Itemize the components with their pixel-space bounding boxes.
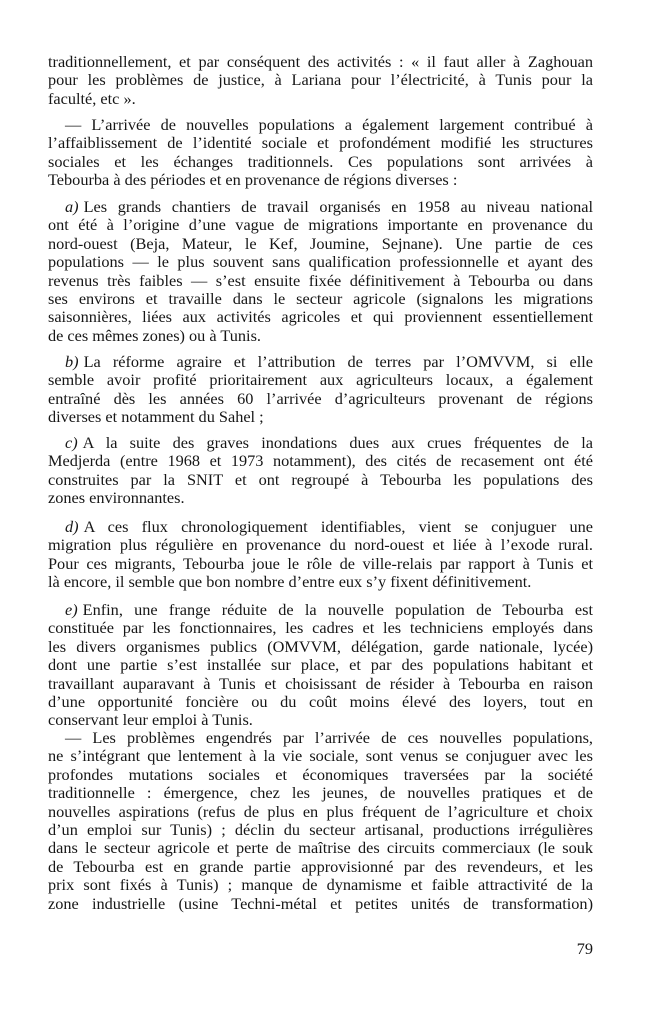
list-label: e) [65,600,78,619]
line-text: La réforme agraire et l’attribution de terres par l’OMVVM, si elle [83,352,593,371]
paragraph [48,198,593,345]
text-line: de Tebourba est en grande partie approvisionné par des revendeurs, et les [48,856,593,876]
text-line: semble avoir profité prioritairement aux agriculteurs locaux, a également [48,370,593,390]
text-line: entraîné dès les années 60 l’arrivée d’agriculteurs provenant de régions [48,388,593,408]
list-label: d) [65,517,79,536]
text-line: nouvelles aspirations (refus de plus en plus fréquent de l’agriculture et choix [48,801,593,821]
text-line: les divers organismes publics (OMVVM, délégation, garde nationale, lycée) [48,636,593,656]
text-line [48,518,593,536]
text-line [48,434,593,452]
text-line: sociales et les échanges traditionnels. Ces populations sont arrivées à [48,151,593,171]
text-line: migration plus régulière en provenance du nord-ouest et liée à l’exode rural. [48,535,593,555]
text-line [48,198,593,216]
paragraph [48,729,593,913]
paragraph [48,434,593,508]
text-line: nord-ouest (Beja, Mateur, le Kef, Joumine, Sejnane). Une partie de ces [48,233,593,253]
list-label: c) [65,433,78,452]
text-line: saisonnières, liées aux activités agricoles et qui proviennent essentiellement [48,307,593,327]
line-text: A ces flux chronologiquement identifiables, vient se conjuguer une [83,517,593,536]
page-number: 79 [576,939,593,958]
text-line: — Les problèmes engendrés par l’arrivée de ces nouvelles populations, [65,728,593,747]
text-line: prix sont fixés à Tunis) ; manque de dynamisme et faible attractivité de la [48,875,593,895]
paragraph [48,53,593,108]
list-label: a) [65,197,79,216]
text-line: traditionnelle : émergence, chez les jeunes, de nouvelles pratiques et de [48,783,593,803]
text-line: dans le secteur agricole et perte de maîtrise des circuits commerciaux (le souk [48,838,593,858]
paragraph [48,116,593,190]
text-line: dont une partie s’est installée sur place, et par des populations habitant et [48,655,593,675]
text-line: ont été à l’origine d’une vague de migrations importante en provenance du [48,215,593,235]
text-line: ses environs et travaille dans le secteur agricole (signalons les migrations [48,288,593,308]
text-line: pour les problèmes de justice, à Lariana pour l’électricité, à Tunis pour la [48,70,593,90]
text-line: profondes mutations sociales et économiques traversées par la société [48,764,593,784]
text-line [48,353,593,371]
text-line: Medjerda (entre 1968 et 1973 notamment), des cités de recasement ont été [48,451,593,471]
paragraph [48,601,593,730]
text-line: conservant leur emploi à Tunis. [48,710,253,730]
text-line: populations — le plus souvent sans qualification professionnelle et ayant des [48,252,593,272]
text-line: là encore, il semble que bon nombre d’entre eux s’y fixent définitivement. [48,572,532,592]
text-line: — L’arrivée de nouvelles populations a également largement contribué à [65,115,593,134]
text-line: ne s’intégrant que lentement à la vie sociale, sont venus se conjuguer avec les [48,746,593,766]
line-text: Enfin, une frange réduite de la nouvelle population de Tebourba est [82,600,593,619]
text-line: zones environnantes. [48,488,185,508]
text-line: d’une opportunité foncière ou du coût moins élevé des loyers, tout en [48,691,593,711]
text-line: d’un emploi sur Tunis) ; déclin du secteur artisanal, productions irrégulières [48,819,593,839]
text-line: faculté, etc ». [48,88,136,108]
text-line [48,601,593,619]
text-line: l’affaiblissement de l’identité sociale et profondément modifié les structures [48,133,593,153]
text-line: travaillant auparavant à Tunis et choisissant de résider à Tebourba en raison [48,673,593,693]
text-line: revenus très faibles — s’est ensuite fixée définitivement à Tebourba ou dans [48,270,593,290]
text-line: Tebourba à des périodes et en provenance de régions diverses : [48,170,458,190]
text-line: Pour ces migrants, Tebourba joue le rôle de ville-relais par rapport à Tunis et [48,553,593,573]
list-label: b) [65,352,79,371]
text-line: traditionnellement, et par conséquent des activités : « il faut aller à Zaghouan [48,52,593,71]
line-text: Les grands chantiers de travail organisés en 1958 au niveau national [83,197,593,216]
text-line: constituée par les fonctionnaires, les cadres et les techniciens employés dans [48,618,593,638]
paragraph [48,353,593,427]
paragraph [48,518,593,592]
text-line: de ces mêmes zones) ou à Tunis. [48,325,261,345]
text-line: construites par la SNIT et ont regroupé à Tebourba les populations des [48,469,593,489]
line-text: A la suite des graves inondations dues aux crues fréquentes de la [82,433,593,452]
text-line: diverses et notamment du Sahel ; [48,407,264,427]
text-line: zone industrielle (usine Techni-métal et petites unités de transformation) [48,893,593,913]
